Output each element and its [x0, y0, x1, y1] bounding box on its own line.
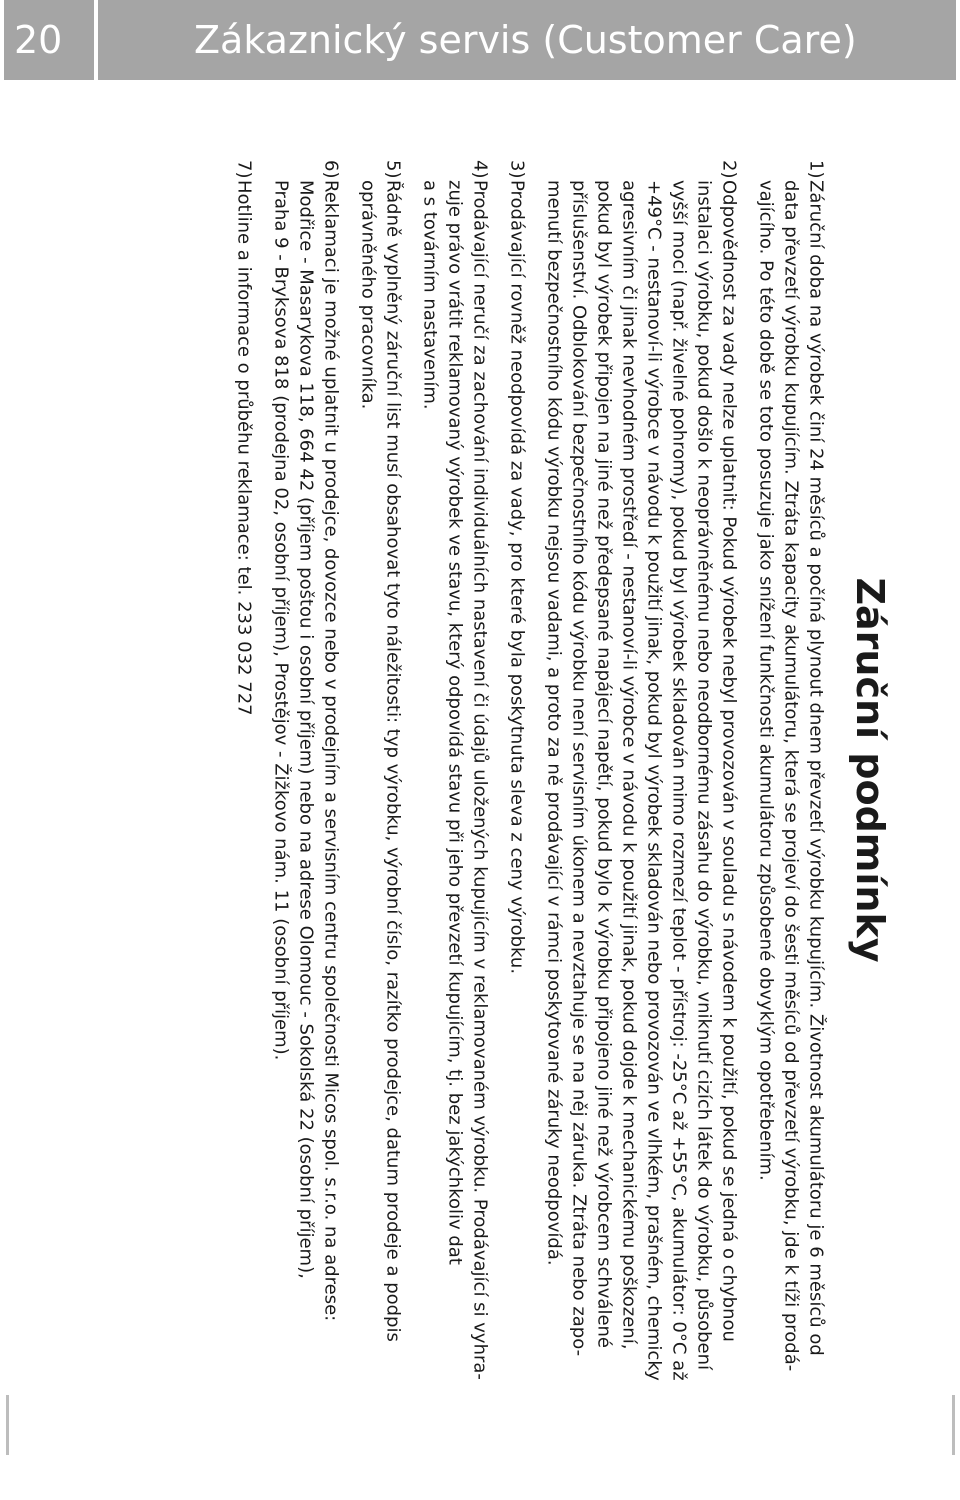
terms-item-text: příslušenství. Odblokování bezpečnostního kódu výrobku není servisním úkonem a nevztahuje se na něj záruka. Ztráta nebo zapo-: [568, 180, 590, 1357]
terms-item: [505, 160, 530, 1500]
terms-item-text: vyšší moci (např. živelné pohromy), pokud byl výrobek skladován mimo rozmezí teplot - přístroj: -25°C až +55°C, akumulátor: 0°C až: [668, 180, 690, 1381]
terms-item-line: [542, 160, 567, 1500]
terms-item-text: menutí bezpečnostního kódu výrobku nejsou vadami, a proto za ně prodávající v rámci poskytované záruky neodpovídá.: [543, 180, 565, 1266]
terms-item-line: [269, 160, 294, 1500]
terms-item-gap: [742, 160, 754, 1500]
terms-item-line: [232, 160, 257, 1500]
terms-item: [232, 160, 257, 1500]
terms-item-text: Hotline a informace o průběhu reklamace: tel. 233 032 727: [233, 180, 255, 716]
terms-item-line: [617, 160, 642, 1500]
terms-item-text: Prodávající rovněž neodpovídá za vady, pro které byla poskytnuta sleva z ceny výrobku.: [506, 180, 528, 975]
right-margin-rule: [952, 1395, 955, 1455]
left-margin-rule: [6, 1395, 9, 1455]
terms-item-line: [319, 160, 344, 1500]
header-divider: [94, 0, 98, 80]
terms-item-gap: [257, 160, 269, 1500]
terms-item-text: vajícího. Po této době se toto posuzuje jako snížení funkčnosti akumulátoru způsobené obvyklým opotřebením.: [755, 180, 777, 1181]
document-heading-text: Záruční podmínky: [848, 577, 892, 963]
terms-item-text: agresivním či jinak nevhodném prostředí - nestanoví-li výrobce v návodu k použití jinak, pokud dojde k mechanickému poškození,: [618, 180, 640, 1350]
terms-item-line: [692, 160, 717, 1500]
terms-item-text: Záruční doba na výrobek činí 24 měsíců a počíná plynout dnem převzetí výrobku kupujícím. Životnost akumulátoru je 6 měsíců od: [805, 180, 827, 1356]
terms-item-text: a s továrním nastavením.: [419, 180, 441, 410]
terms-item-number: 2): [718, 160, 740, 179]
terms-item-line: [468, 160, 493, 1500]
terms-item: [542, 160, 742, 1500]
terms-item-text: Odpovědnost za vady nelze uplatnit: Pokud výrobek nebyl provozován v souladu s návodem k použití, pokud se jedná o chybnou: [718, 180, 740, 1342]
terms-item-number: 6): [320, 160, 342, 179]
terms-item-line: [381, 160, 406, 1500]
section-title: Zákaznický servis (Customer Care): [194, 18, 857, 62]
terms-item-gap: [493, 160, 505, 1500]
terms-item-number: 4): [469, 160, 491, 179]
terms-item-text: oprávněného pracovníka.: [357, 180, 379, 410]
terms-item-line: [779, 160, 804, 1500]
terms-item-text: Řádně vyplněný záruční list musí obsahovat tyto náležitosti: typ výrobku, výrobní číslo, razítko prodejce, datum prodeje a podpis: [382, 180, 404, 1342]
terms-item-gap: [530, 160, 542, 1500]
terms-item-line: [717, 160, 742, 1500]
terms-item-line: [754, 160, 779, 1500]
terms-item-text: instalaci výrobku, pokud došlo k neoprávněnému nebo neodbornému zásahu do výrobku, vniknutí cizích látek do výrobku, působení: [693, 180, 715, 1371]
terms-item-text: zuje právo vrátit reklamovaný výrobek ve stavu, který odpovídá stavu při jeho převzetí kupujícím, tj. bez jakýchkoliv dat: [444, 180, 466, 1265]
terms-item-line: [418, 160, 443, 1500]
terms-item-line: [443, 160, 468, 1500]
warranty-terms-list: [232, 160, 829, 1500]
terms-item-text: +49°C - nestanoví-li výrobce v návodu k použití jinak, pokud byl výrobek skladován nebo provozován ve vlhkém, prašném, chemicky: [643, 180, 665, 1381]
terms-item: [269, 160, 344, 1500]
terms-item-line: [667, 160, 692, 1500]
document-heading: [848, 577, 892, 962]
terms-item-text: Prodávající neručí za zachování individuálních nastavení či údajů uložených kupujícím v reklamovaném výrobku. Prodávající si vyhra-: [469, 180, 491, 1380]
terms-item-number: 5): [382, 160, 404, 179]
terms-item-gap: [344, 160, 356, 1500]
page-header-bar: [4, 0, 956, 80]
terms-item-text: pokud byl výrobek připojen na jiné než předepsané napájecí napětí, pokud bylo k výrobku připojeno jiné než výrobcem schválené: [593, 180, 615, 1349]
terms-item-line: [356, 160, 381, 1500]
terms-item-number: 7): [233, 160, 255, 179]
terms-item-gap: [406, 160, 418, 1500]
terms-item-number: 1): [805, 160, 827, 179]
terms-item: [356, 160, 406, 1500]
terms-item: [418, 160, 493, 1500]
terms-item-line: [294, 160, 319, 1500]
terms-item-text: Reklamaci je možné uplatnit u prodejce, dovozce nebo v prodejním a servisním centru společnosti Micos spol. s.r.o. na adrese:: [320, 180, 342, 1322]
terms-item-line: [592, 160, 617, 1500]
terms-item: [754, 160, 829, 1500]
terms-item-line: [567, 160, 592, 1500]
terms-item-line: [642, 160, 667, 1500]
terms-item-text: data převzetí výrobku kupujícím. Ztráta kapacity akumulátoru, která se projeví do šesti měsíců od převzetí výrobku, jde k tíži prodá-: [780, 180, 802, 1372]
terms-item-number: 3): [506, 160, 528, 179]
page-number: 20: [14, 18, 63, 62]
terms-item-line: [505, 160, 530, 1500]
terms-item-line: [804, 160, 829, 1500]
terms-item-text: Praha 9 - Bryksova 818 (prodejna 02, osobní příjem), Prostějov - Žižkovo nám. 11 (osobní příjem).: [270, 180, 292, 1061]
terms-item-text: Modřice - Masarykova 118, 664 42 (příjem poštou i osobní příjem) nebo na adrese Olomouc - Sokolská 22 (osobní příjem),: [295, 180, 317, 1279]
